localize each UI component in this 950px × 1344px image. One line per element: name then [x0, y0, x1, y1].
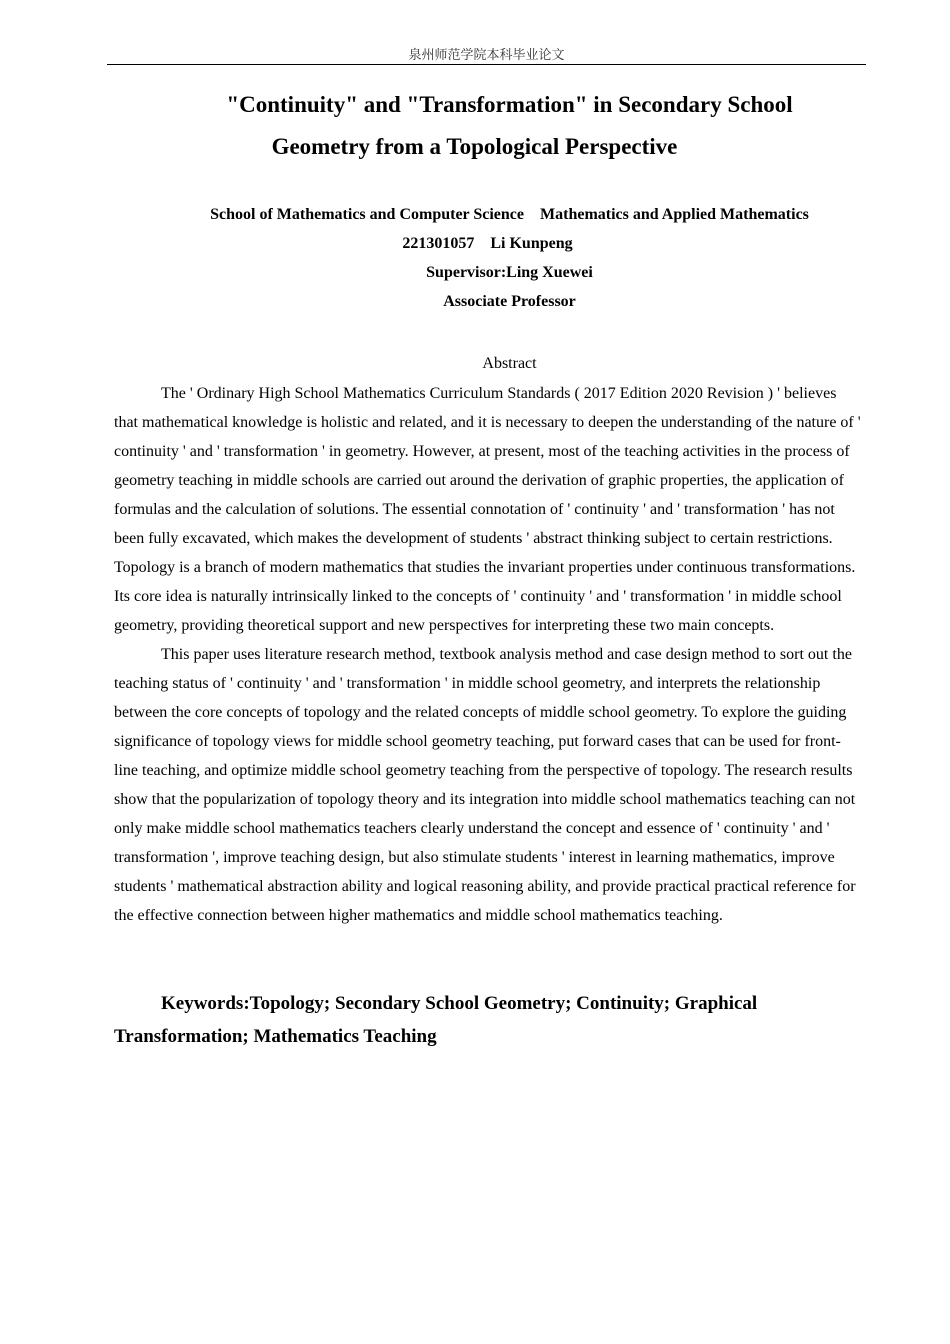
school-major-line	[107, 205, 912, 225]
paper-title-line-2: Geometry from a Topological Perspective	[271, 134, 678, 159]
abstract-paragraph: This paper uses literature research method, textbook analysis method and case design method to sort out the teaching status of ' continuity ' and ' transformation ' in middle school geometry, and interprets the relationship between the core concepts of topology and the related concepts of middle school geometry. To explore the guiding significance of topology views for middle school geometry teaching, put forward cases that can be used for front-line teaching, and optimize middle school geometry teaching from the perspective of topology. The research results show that the popularization of topology theory and its integration into middle school mathematics teaching can not only make middle school mathematics teachers clearly understand the concept and essence of ' continuity ' and ' transformation ', improve teaching design, but also stimulate students ' interest in learning mathematics, improve students ' mathematical abstraction ability and logical reasoning ability, and provide practical practical reference for the effective connection between higher mathematics and middle school mathematics teaching.	[114, 646, 856, 924]
abstract-body	[114, 379, 862, 930]
abstract-heading: Abstract	[482, 355, 537, 372]
major-name: Mathematics and Applied Mathematics	[540, 206, 809, 223]
paper-title	[107, 84, 866, 168]
supervisor-line: Supervisor:Ling Xuewei	[426, 264, 593, 281]
student-id: 221301057	[402, 235, 475, 252]
school-name: School of Mathematics and Computer Science	[210, 206, 525, 223]
paper-title-line-1: "Continuity" and "Transformation" in Secondary School	[226, 92, 793, 117]
page-header: 泉州师范学院本科毕业论文	[107, 46, 866, 65]
abstract-paragraph: The ' Ordinary High School Mathematics Curriculum Standards ( 2017 Edition 2020 Revision ) ' believes that mathematical knowledge is holistic and related, and it is necessary to deepen the understanding of the nature of ' continuity ' and ' transformation ' in geometry. However, at present, most of the teaching activities in the process of geometry teaching in middle schools are carried out around the derivation of graphic properties, the application of formulas and the calculation of solutions. The essential connotation of ' continuity ' and ' transformation ' has not been fully excavated, which makes the development of students ' abstract thinking subject to certain restrictions. Topology is a branch of modern mathematics that studies the invariant properties under continuous transformations. Its core idea is naturally intrinsically linked to the concepts of ' continuity ' and ' transformation ' in middle school geometry, providing theoretical support and new perspectives for interpreting these two main concepts.	[114, 385, 861, 634]
supervisor-title: Associate Professor	[443, 293, 576, 310]
keywords: Keywords:Topology; Secondary School Geometry; Continuity; Graphical Transformation; Mathematics Teaching	[114, 993, 758, 1047]
student-name: Li Kunpeng	[490, 235, 573, 252]
student-line	[85, 234, 890, 254]
